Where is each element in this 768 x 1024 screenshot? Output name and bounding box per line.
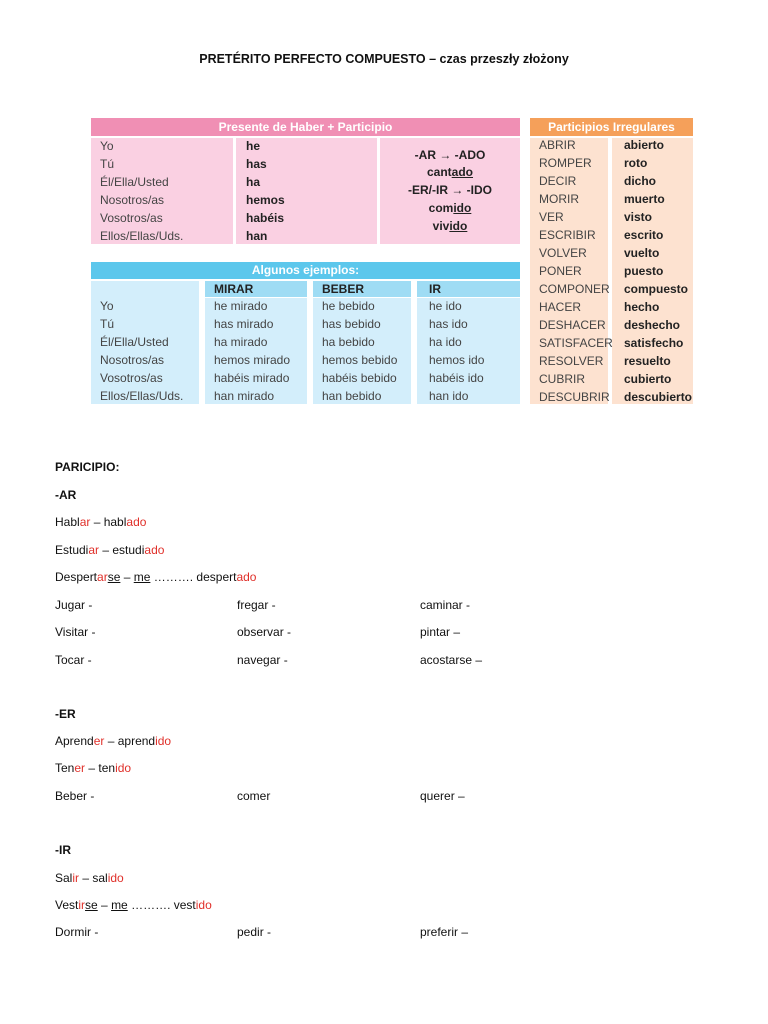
- ir-form: has ido: [429, 317, 468, 331]
- haber-form: he: [246, 139, 261, 153]
- infinitive: DECIR: [539, 174, 577, 188]
- pronoun: Vosotros/as: [100, 371, 163, 385]
- example-line: Hablar – hablado: [55, 515, 147, 529]
- mirar-form: he mirado: [214, 299, 268, 313]
- irregular-participle: abierto: [624, 138, 665, 152]
- mirar-form: habéis mirado: [214, 371, 290, 385]
- infinitive: SATISFACER: [539, 336, 613, 350]
- example-vivido: vivido: [432, 219, 468, 233]
- section-label-ir: -IR: [55, 843, 71, 857]
- column-header-mirar: MIRAR: [205, 281, 307, 297]
- exercise-heading: PARICIPIO:: [55, 460, 120, 474]
- infinitive: DESCUBRIR: [539, 390, 610, 404]
- infinitive: ROMPER: [539, 156, 592, 170]
- pronoun: Nosotros/as: [100, 353, 165, 367]
- infinitive: COMPONER: [539, 282, 610, 296]
- irregular-participle: roto: [624, 156, 648, 170]
- haber-form: habéis: [246, 211, 285, 225]
- pronoun: Yo: [100, 299, 114, 313]
- infinitive: MORIR: [539, 192, 579, 206]
- pronoun: Él/Ella/Usted: [100, 175, 169, 189]
- pronoun: Él/Ella/Usted: [100, 335, 169, 349]
- pronoun: Nosotros/as: [100, 193, 165, 207]
- exercise-item: fregar -: [237, 598, 276, 612]
- exercise-item: Jugar -: [55, 598, 93, 612]
- exercise-item: preferir –: [420, 925, 469, 939]
- example-comido: comido: [428, 201, 472, 215]
- pronoun: Vosotros/as: [100, 211, 163, 225]
- irregular-participle: deshecho: [624, 318, 681, 332]
- beber-form: he bebido: [322, 299, 375, 313]
- section-label-ar: -AR: [55, 488, 77, 502]
- section-label-er: -ER: [55, 707, 76, 721]
- irregular-table-header: Participios Irregulares: [530, 118, 693, 136]
- pronoun: Yo: [100, 139, 114, 153]
- exercise-item: observar -: [237, 625, 292, 639]
- haber-table-header: Presente de Haber + Participio: [91, 118, 520, 136]
- page-title: PRETÉRITO PERFECTO COMPUESTO – czas przeszły złożony: [199, 52, 569, 66]
- example-line: Aprender – aprendido: [55, 734, 172, 748]
- example-line: Estudiar – estudiado: [55, 543, 165, 557]
- exercise-item: Dormir -: [55, 925, 99, 939]
- irregular-participle: satisfecho: [624, 336, 684, 350]
- beber-form: has bebido: [322, 317, 381, 331]
- irregular-participle: escrito: [624, 228, 664, 242]
- exercise-item: querer –: [420, 789, 465, 803]
- exercise-item: navegar -: [237, 653, 288, 667]
- exercise-item: Tocar -: [55, 653, 92, 667]
- haber-form: ha: [246, 175, 261, 189]
- mirar-form: han mirado: [214, 389, 275, 403]
- irregular-participle: dicho: [624, 174, 656, 188]
- beber-form: habéis bebido: [322, 371, 397, 385]
- pronoun: Ellos/Ellas/Uds.: [100, 389, 184, 403]
- irregular-participle: muerto: [624, 192, 665, 206]
- column-header-ir: IR: [417, 281, 520, 297]
- haber-form: hemos: [246, 193, 285, 207]
- exercise-item: caminar -: [420, 598, 471, 612]
- infinitive: VER: [539, 210, 564, 224]
- beber-form: ha bebido: [322, 335, 375, 349]
- irregular-participle: cubierto: [624, 372, 672, 386]
- infinitive: ABRIR: [539, 138, 576, 152]
- exercise-item: pedir -: [237, 925, 272, 939]
- infinitive: HACER: [539, 300, 582, 314]
- haber-form: han: [246, 229, 268, 243]
- mirar-form: has mirado: [214, 317, 274, 331]
- infinitive: PONER: [539, 264, 582, 278]
- ir-form: ha ido: [429, 335, 462, 349]
- irregular-participle: compuesto: [624, 282, 689, 296]
- pronoun: Tú: [100, 157, 115, 171]
- irregular-participle: hecho: [624, 300, 660, 314]
- pronoun: Tú: [100, 317, 115, 331]
- example-cantado: cantado: [426, 165, 474, 179]
- exercise-item: acostarse –: [420, 653, 483, 667]
- example-line: Salir – salido: [55, 871, 124, 885]
- example-line: Tener – tenido: [55, 761, 132, 775]
- infinitive: VOLVER: [539, 246, 587, 260]
- haber-form: has: [246, 157, 267, 171]
- exercise-item: Visitar -: [55, 625, 96, 639]
- exercise-item: comer: [237, 789, 271, 803]
- irregular-participle: puesto: [624, 264, 664, 278]
- beber-form: han bebido: [322, 389, 382, 403]
- infinitive: RESOLVER: [539, 354, 604, 368]
- infinitive: CUBRIR: [539, 372, 586, 386]
- ir-form: hemos ido: [429, 353, 485, 367]
- irregular-participle: visto: [624, 210, 653, 224]
- irregular-participle: descubierto: [624, 390, 693, 404]
- irregular-participle: vuelto: [624, 246, 660, 260]
- example-line: Vestirse – me ………. vestido: [55, 898, 212, 912]
- rule-ar: -AR → -ADO: [414, 148, 486, 162]
- rule-er-ir: -ER/-IR → -IDO: [408, 183, 492, 197]
- mirar-form: hemos mirado: [214, 353, 291, 367]
- mirar-form: ha mirado: [214, 335, 268, 349]
- examples-table-header: Algunos ejemplos:: [91, 262, 520, 279]
- exercise-item: Beber -: [55, 789, 95, 803]
- beber-form: hemos bebido: [322, 353, 398, 367]
- column-header-beber: BEBER: [313, 281, 411, 297]
- exercise-item: pintar –: [420, 625, 461, 639]
- ir-form: habéis ido: [429, 371, 484, 385]
- ir-form: han ido: [429, 389, 469, 403]
- ir-form: he ido: [429, 299, 462, 313]
- irregular-participle: resuelto: [624, 354, 671, 368]
- example-line: Despertarse – me ………. despertado: [55, 570, 257, 584]
- pronoun: Ellos/Ellas/Uds.: [100, 229, 184, 243]
- infinitive: DESHACER: [539, 318, 606, 332]
- infinitive: ESCRIBIR: [539, 228, 596, 242]
